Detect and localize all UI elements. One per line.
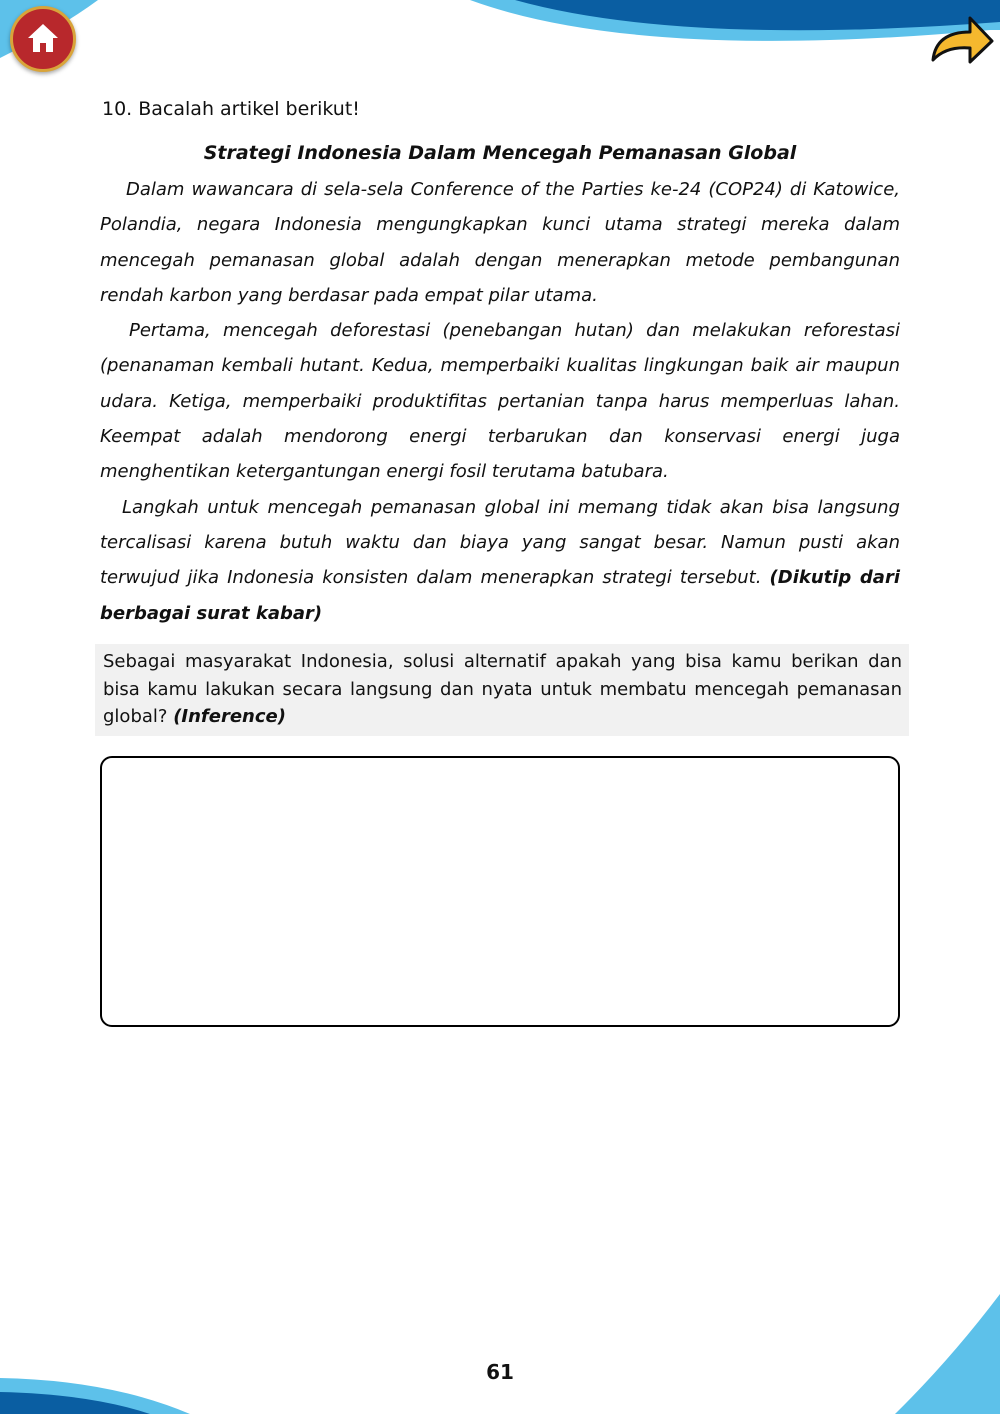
article-paragraph-3 — [100, 490, 900, 631]
article-paragraph-1: Dalam wawancara di sela-sela Conference of the Parties ke-24 (COP24) di Katowice, Polandia, negara Indonesia mengungkapkan kunci utama strategi mereka dalam mencegah pemanasan global adalah dengan menerapkan metode pembangunan rendah karbon yang berdasar pada empat pilar utama. — [100, 179, 900, 306]
curved-arrow-right-icon — [933, 18, 992, 62]
next-page-button[interactable] — [928, 10, 996, 68]
question-prompt: Sebagai masyarakat Indonesia, solusi alternatif apakah yang bisa kamu berikan dan bisa kamu lakukan secara langsung dan nyata untuk membatu mencegah pemanasan global? — [103, 651, 902, 727]
article-title: Strategi Indonesia Dalam Mencegah Pemanasan Global — [203, 142, 797, 164]
home-button[interactable] — [10, 6, 76, 72]
page-number: 61 — [486, 1360, 514, 1384]
source-note: (Dikutip dari berbagai surat kabar) — [100, 567, 901, 624]
home-icon — [26, 21, 60, 55]
question-tag: (Inference) — [173, 706, 286, 727]
paragraph-3-text: Langkah untuk mencegah pemanasan global ini memang tidak akan bisa langsung tercalisasi karena butuh waktu dan biaya yang sangat besar. Namun pusti akan terwujud jika Indonesia konsisten dalam menerapkan strategi tersebut. — [100, 496, 900, 589]
answer-textarea[interactable] — [100, 756, 900, 1027]
article-body — [100, 172, 900, 631]
bottom-right-wave — [895, 1294, 1000, 1414]
question-prompt-box — [95, 644, 909, 736]
article-paragraph-2: Pertama, mencegah deforestasi (penebangan hutan) dan melakukan reforestasi (penanaman kembali hutant. Kedua, memperbaiki kualitas lingkungan baik air maupun udara. Ketiga, memperbaiki produktifitas pertanian tanpa harus memperluas lahan. Keempat adalah mendorong energi terbarukan dan konservasi energi juga menghentikan ketergantungan energi fosil terutama batubara. — [100, 320, 900, 483]
question-heading: 10. Bacalah artikel berikut! — [102, 98, 360, 120]
